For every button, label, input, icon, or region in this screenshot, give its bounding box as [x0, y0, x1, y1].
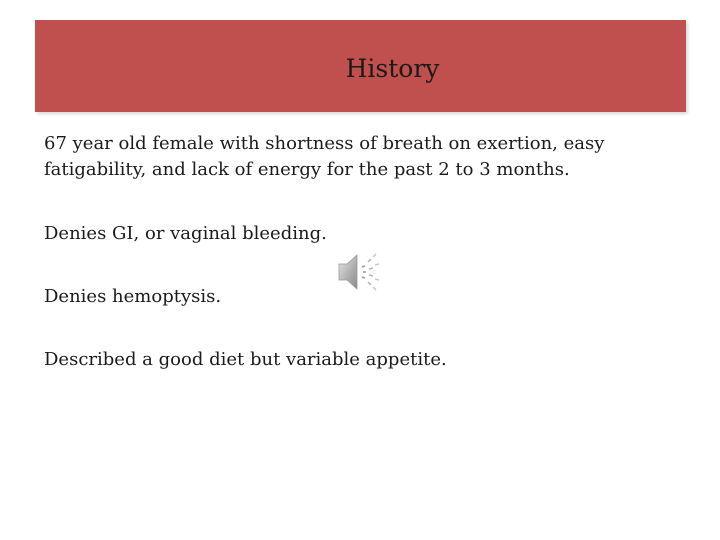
history-paragraph-4: Described a good diet but variable appetite.	[44, 349, 447, 370]
history-paragraph-3: Denies hemoptysis.	[44, 286, 222, 307]
history-paragraph-2: Denies GI, or vaginal bleeding.	[44, 223, 327, 244]
title-banner	[35, 20, 686, 112]
slide-title: History	[345, 54, 440, 83]
speaker-icon	[335, 247, 385, 297]
audio-speaker-button[interactable]	[335, 247, 385, 297]
history-paragraph-1: 67 year old female with shortness of breath on exertion, easy fatigability, and lack of energy for the past 2 to 3 months.	[44, 133, 605, 180]
